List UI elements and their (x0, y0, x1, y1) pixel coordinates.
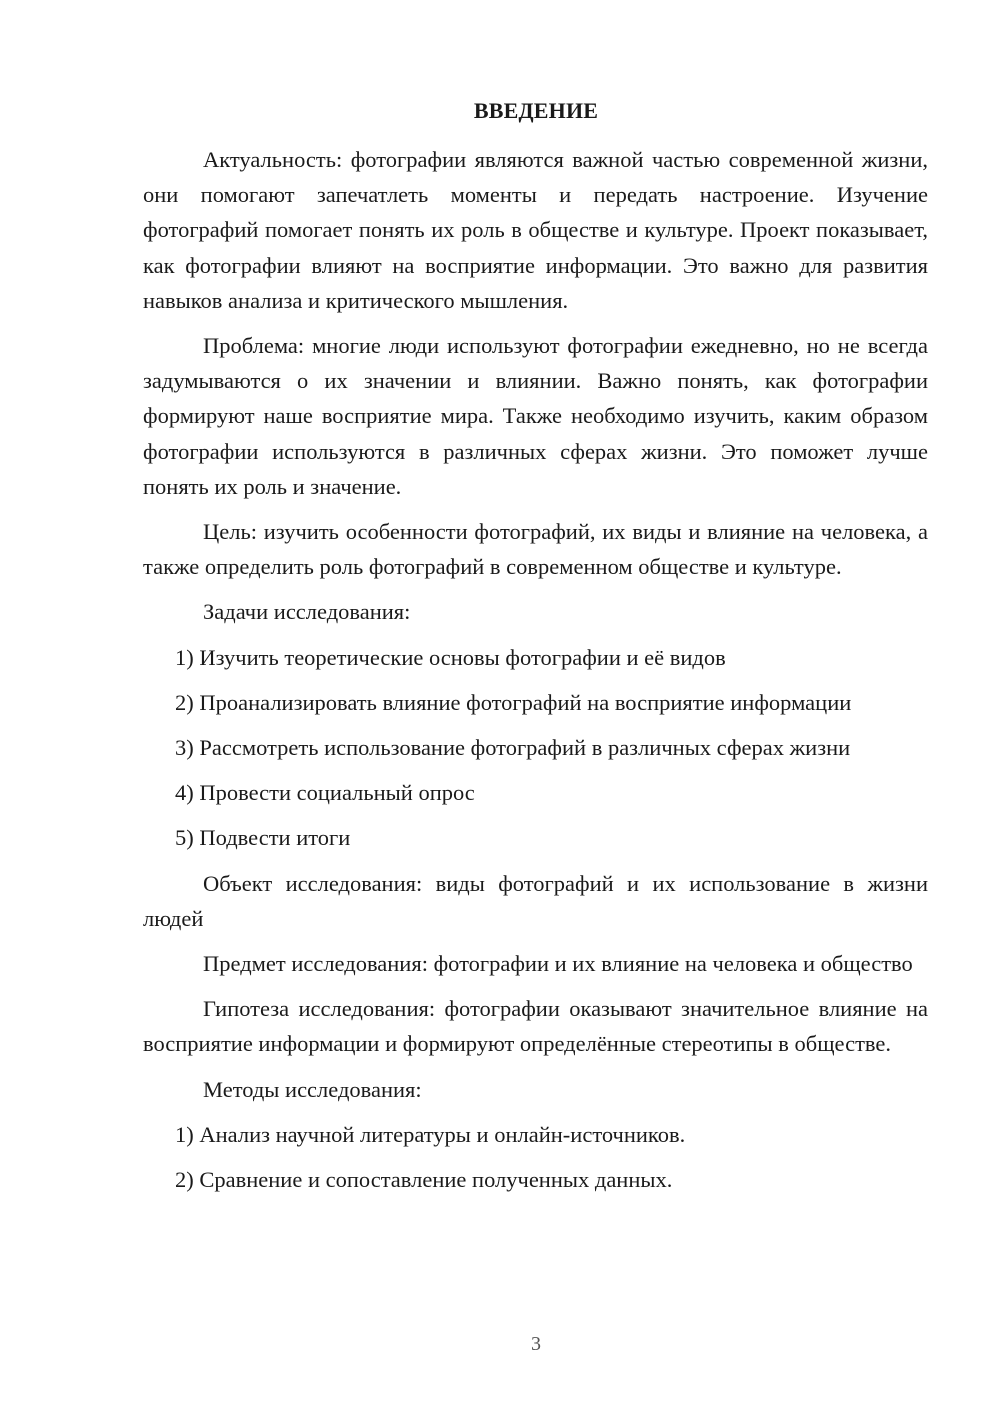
paragraph-goal: Цель: изучить особенности фотографий, их виды и влияние на человека, а также определить роль фотографий в современном обществе и культуре. (143, 519, 928, 580)
methods-heading: Методы исследования: (203, 1076, 422, 1102)
methods-list (143, 1117, 928, 1197)
paragraph-subject: Предмет исследования: фотографии и их влияние на человека и общество (203, 951, 913, 977)
paragraph-problem: Проблема: многие люди используют фотографии ежедневно, но не всегда задумываются о их значении и влиянии. Важно понять, как фотографии формируют наше восприятие мира. Также необходимо изучить, каким образом фотографии используются в различных сферах жизни. Это поможет лучше понять их роль и значение. (143, 333, 928, 499)
document-body (143, 142, 928, 1207)
task-item-3: 3) Рассмотреть использование фотографий в различных сферах жизни (175, 735, 851, 761)
page-number: 3 (531, 1333, 541, 1355)
paragraph-object: Объект исследования: виды фотографий и их использование в жизни людей (143, 870, 928, 931)
task-item-5: 5) Подвести итоги (175, 825, 351, 851)
tasks-list (143, 640, 928, 856)
method-item-1: 1) Анализ научной литературы и онлайн-источников. (175, 1121, 686, 1147)
task-item-2: 2) Проанализировать влияние фотографий на восприятие информации (175, 689, 852, 715)
paragraph-hypothesis: Гипотеза исследования: фотографии оказывают значительное влияние на восприятие информации и формируют определённые стереотипы в обществе. (143, 996, 928, 1057)
method-item-2: 2) Сравнение и сопоставление полученных данных. (175, 1167, 673, 1193)
page-title: ВВЕДЕНИЕ (473, 98, 599, 123)
tasks-heading: Задачи исследования: (203, 599, 411, 625)
task-item-4: 4) Провести социальный опрос (175, 780, 475, 806)
task-item-1: 1) Изучить теоретические основы фотографии и её видов (175, 644, 726, 670)
paragraph-relevance: Актуальность: фотографии являются важной частью современной жизни, они помогают запечатлеть моменты и передать настроение. Изучение фотографий помогает понять их роль в обществе и культуре. Проект показывает, как фотографии влияют на восприятие информации. Это важно для развития навыков анализа и критического мышления. (143, 147, 928, 313)
